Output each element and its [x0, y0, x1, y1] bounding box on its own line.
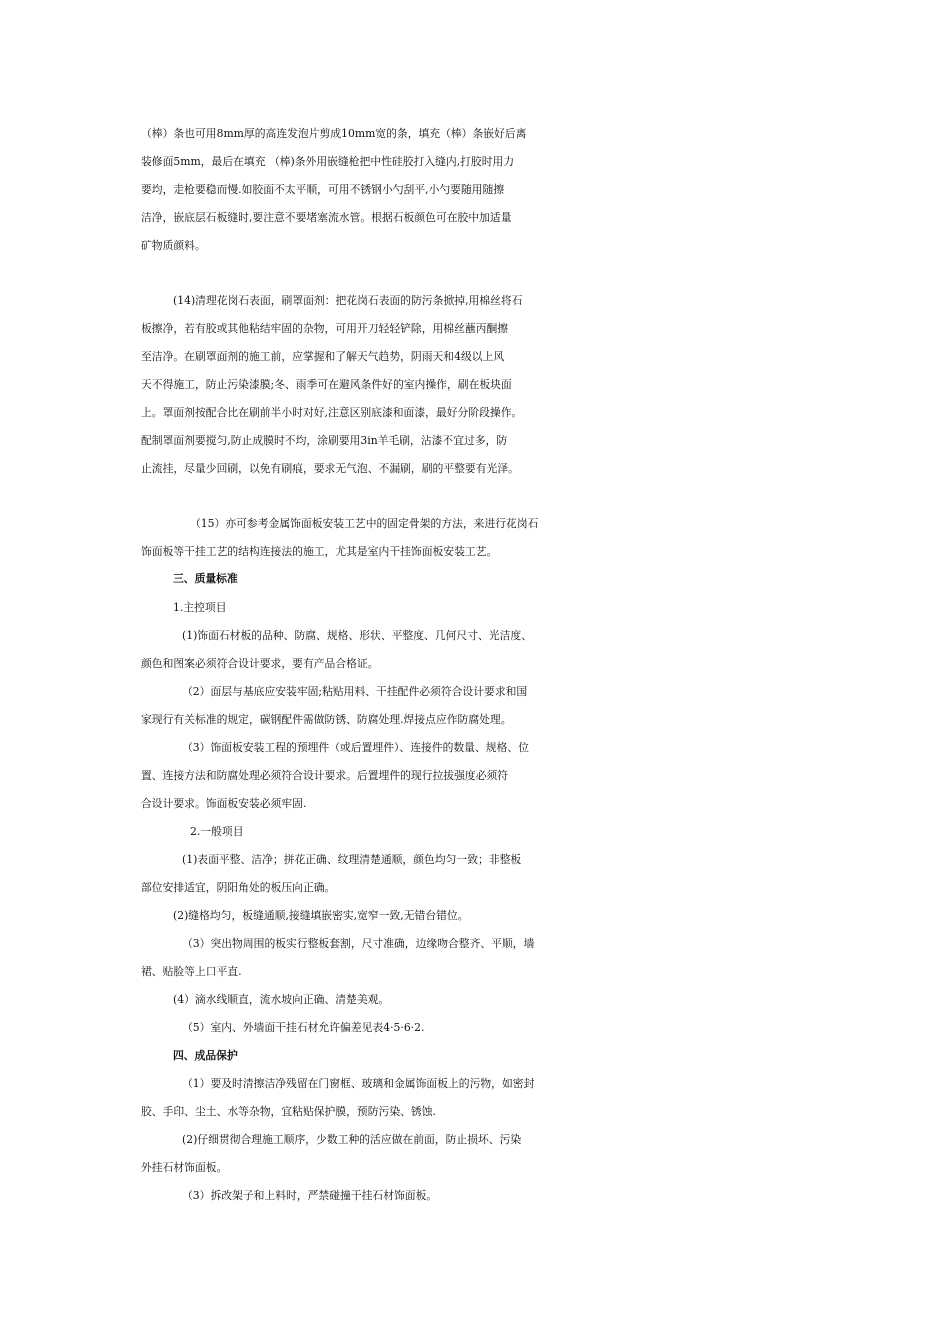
body-line: （3）饰面板安装工程的预埋件（或后置埋件）、连接件的数量、规格、位	[182, 741, 529, 754]
body-line: （1）要及时清擦洁净残留在门窗框、玻璃和金属饰面板上的污物，如密封	[182, 1077, 535, 1090]
body-line: 要均，走枪要稳而慢.如胶面不太平顺，可用不锈钢小勺刮平,小勺要随用随擦	[141, 183, 505, 196]
body-line: 合设计要求。饰面板安装必须牢固.	[141, 797, 307, 810]
body-line: 洁净，嵌底层石板缝时,要注意不要堵塞流水管。根据石板颜色可在胶中加适量	[141, 211, 512, 224]
body-line: （3）突出物周围的板实行整板套割，尺寸准确，边缘吻合整齐、平顺，墙	[182, 937, 535, 950]
body-line: (1)表面平整、洁净；拼花正确、纹理清楚通顺，颜色均匀一致；非整板	[182, 853, 522, 866]
body-line: （3）拆改架子和上料时，严禁碰撞干挂石材饰面板。	[182, 1189, 438, 1202]
body-line: (4）滴水线顺直，流水坡向正确、清楚美观。	[173, 993, 390, 1006]
body-line: 置、连接方法和防腐处理必须符合设计要求。后置埋件的现行拉拔强度必须符	[141, 769, 509, 782]
body-line: 矿物质颜料。	[141, 239, 206, 252]
body-line: 天不得施工，防止污染漆膜;冬、雨季可在避风条件好的室内操作，刷在板块面	[141, 378, 512, 391]
body-line: (14)清理花岗石表面，刷罩面剂：把花岗石表面的防污条掀掉,用棉丝将石	[173, 294, 523, 307]
body-line: （5）室内、外墙面干挂石材允许偏差见表4·5·6·2.	[182, 1021, 425, 1034]
body-line: 板擦净，若有胶或其他粘结牢固的杂物，可用开刀轻轻铲除，用棉丝蘸丙酮擦	[141, 322, 509, 335]
body-line: (1)饰面石材板的品种、防腐、规格、形状、平整度、几何尺寸、光洁度、	[182, 629, 532, 642]
body-line: 部位安排适宜，阴阳角处的板压向正确。	[141, 881, 336, 894]
body-line: （2）面层与基底应安装牢固;粘贴用料、干挂配件必须符合设计要求和国	[182, 685, 528, 698]
body-line: 裙、贴脸等上口平直.	[141, 965, 242, 978]
body-line: (2)仔细贯彻合理施工顺序，少数工种的活应做在前面，防止损坏、污染	[182, 1133, 522, 1146]
section-heading: 三、质量标准	[173, 572, 238, 585]
body-line: （棒）条也可用8mm厚的高连发泡片剪成10mm宽的条，填充（棒）条嵌好后离	[141, 127, 527, 140]
body-line: 饰面板等干挂工艺的结构连接法的施工，尤其是室内干挂饰面板安装工艺。	[141, 545, 498, 558]
subsection-heading: 2.一般项目	[190, 825, 244, 838]
body-line: 上。罩面剂按配合比在刷前半小时对好,注意区别底漆和面漆，最好分阶段操作。	[141, 406, 523, 419]
body-line: （15）亦可参考金属饰面板安装工艺中的固定骨架的方法，来进行花岗石	[190, 517, 539, 530]
body-line: 外挂石材饰面板。	[141, 1161, 228, 1174]
body-line: 胶、手印、尘土、水等杂物，宜粘贴保护膜，预防污染、锈蚀.	[141, 1105, 436, 1118]
body-line: 家现行有关标准的规定，碳钢配件需做防锈、防腐处理.焊接点应作防腐处理。	[141, 713, 512, 726]
body-line: 配制罩面剂要搅匀,防止成膜时不均，涂刷要用3in羊毛刷，沾漆不宜过多，防	[141, 434, 508, 447]
body-line: (2)缝格均匀，板缝通顺,接缝填嵌密实,宽窄一致,无错台错位。	[173, 909, 469, 922]
body-line: 至洁净。在刷罩面剂的施工前，应掌握和了解天气趋势，阴雨天和4级以上风	[141, 350, 505, 363]
subsection-heading: 1.主控项目	[173, 601, 227, 614]
section-heading: 四、成品保护	[173, 1049, 238, 1062]
body-line: 止流挂，尽量少回刷，以免有刷痕，要求无气泡、不漏刷，刷的平整要有光泽。	[141, 462, 519, 475]
body-line: 装修面5mm，最后在填充 （棒)条外用嵌缝枪把中性硅胶打入缝内,打胶时用力	[141, 155, 515, 168]
body-line: 颜色和图案必须符合设计要求，要有产品合格证。	[141, 657, 379, 670]
